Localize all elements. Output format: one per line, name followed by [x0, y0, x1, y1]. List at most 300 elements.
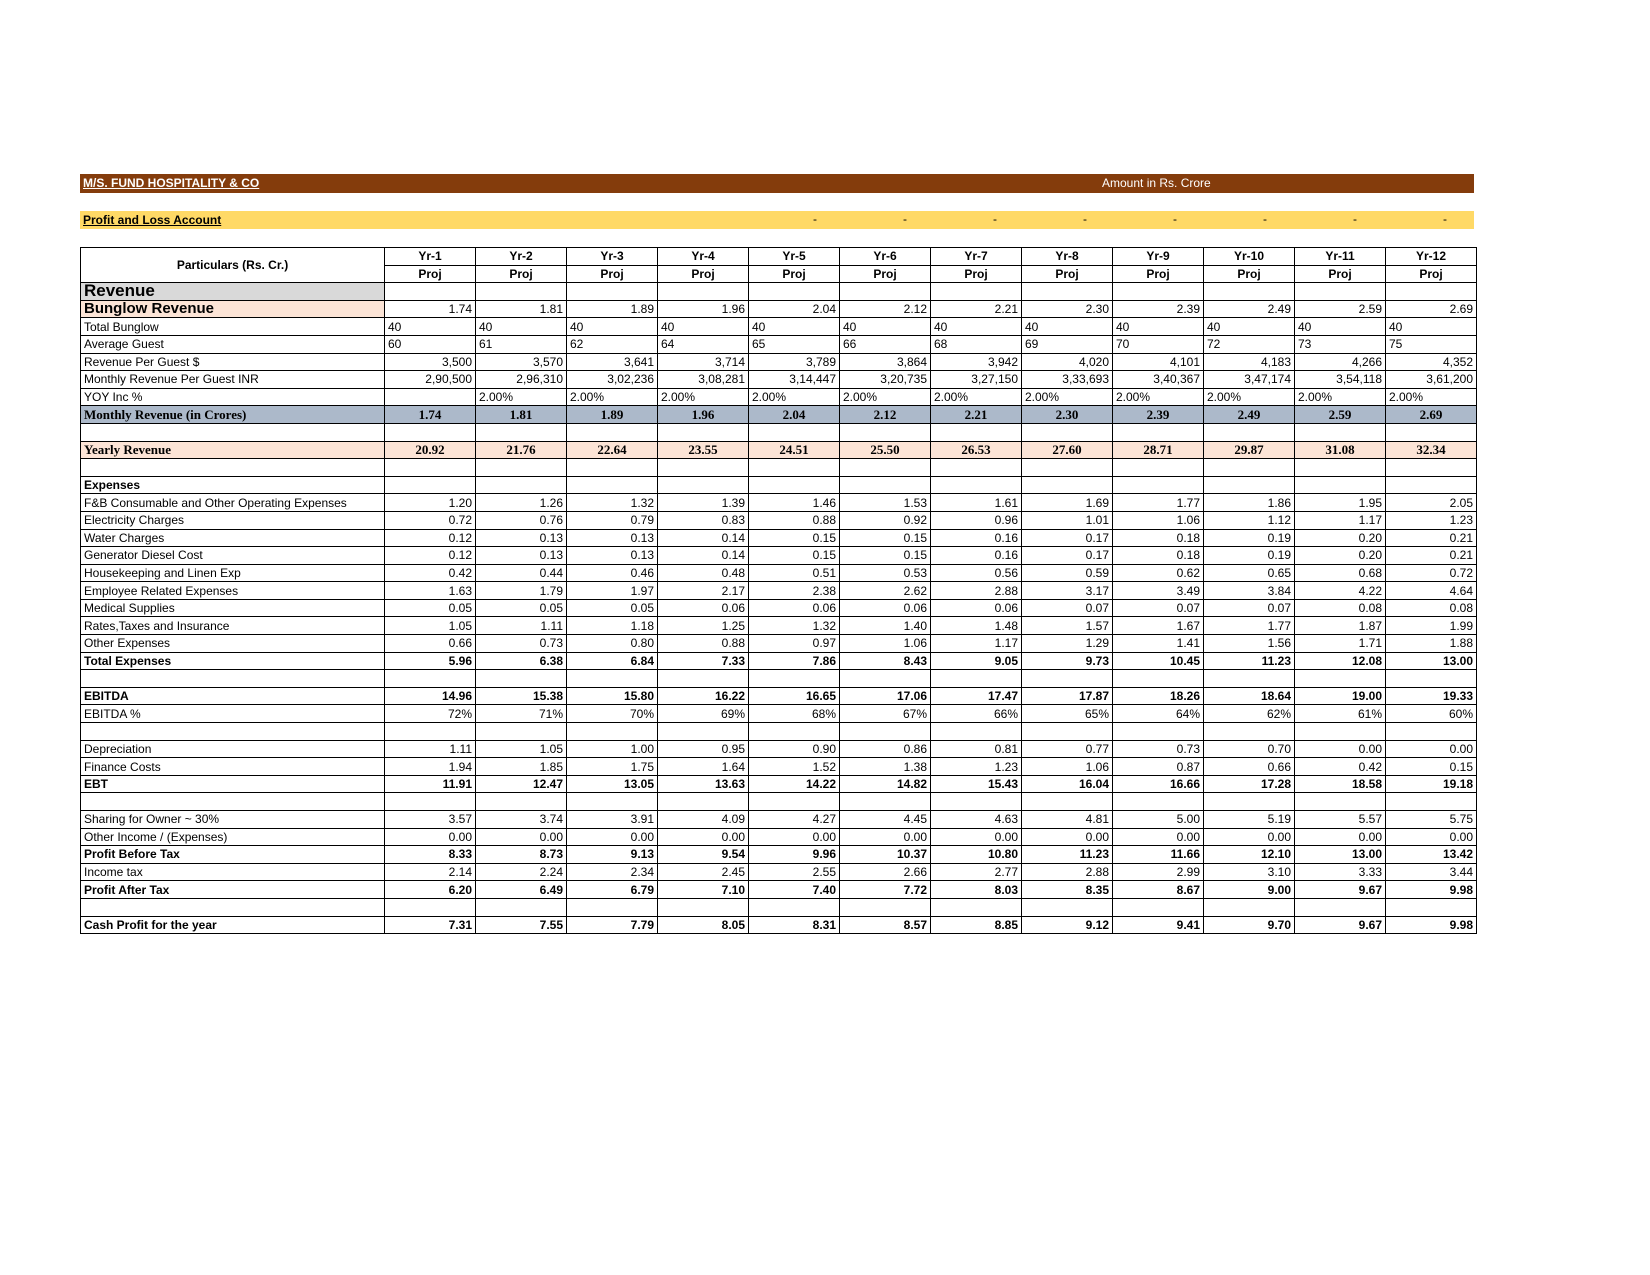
table-cell: 1.88 [1386, 635, 1477, 653]
table-cell: 0.92 [840, 511, 931, 529]
table-cell: 26.53 [931, 441, 1022, 459]
table-cell: 19.18 [1386, 775, 1477, 793]
table-cell: 0.42 [1295, 758, 1386, 776]
proj-header: Proj [1295, 265, 1386, 283]
table-cell: 61% [1295, 705, 1386, 723]
year-header: Yr-8 [1022, 248, 1113, 266]
table-cell: 8.03 [931, 881, 1022, 899]
table-cell: 13.63 [658, 775, 749, 793]
table-cell: 40 [1386, 318, 1477, 336]
table-cell: 3,27,150 [931, 371, 1022, 389]
table-cell [1295, 459, 1386, 477]
table-cell: 0.21 [1386, 547, 1477, 565]
table-cell: 2.99 [1113, 863, 1204, 881]
row-label: Finance Costs [81, 758, 385, 776]
table-cell: 0.00 [1113, 828, 1204, 846]
table-cell [658, 423, 749, 441]
table-cell [1113, 283, 1204, 301]
row-label: Monthly Revenue Per Guest INR [81, 371, 385, 389]
table-cell: 1.64 [658, 758, 749, 776]
table-row [81, 529, 1477, 547]
table-cell [749, 283, 840, 301]
table-cell [1022, 670, 1113, 688]
table-cell: 1.96 [658, 300, 749, 318]
table-cell [658, 723, 749, 741]
table-cell [385, 423, 476, 441]
table-cell: 0.42 [385, 564, 476, 582]
table-cell [1204, 670, 1295, 688]
table-cell: 2.05 [1386, 494, 1477, 512]
table-row [81, 846, 1477, 864]
table-cell: 0.00 [1295, 740, 1386, 758]
table-cell: 1.17 [1295, 511, 1386, 529]
table-cell: 11.66 [1113, 846, 1204, 864]
table-cell: 1.74 [385, 406, 476, 424]
table-cell [658, 793, 749, 811]
table-cell: 0.87 [1113, 758, 1204, 776]
row-label: Revenue [81, 283, 385, 301]
table-cell [749, 423, 840, 441]
table-cell: 0.13 [476, 529, 567, 547]
table-cell: 3.91 [567, 811, 658, 829]
table-cell: 10.45 [1113, 652, 1204, 670]
table-cell: 4.64 [1386, 582, 1477, 600]
table-cell [1204, 476, 1295, 494]
row-label: Total Expenses [81, 652, 385, 670]
table-cell: 0.79 [567, 511, 658, 529]
table-cell: 2.77 [931, 863, 1022, 881]
table-cell: 10.37 [840, 846, 931, 864]
table-cell [658, 898, 749, 916]
table-cell: 13.00 [1386, 652, 1477, 670]
row-label: EBT [81, 775, 385, 793]
row-label: Housekeeping and Linen Exp [81, 564, 385, 582]
row-label: EBITDA % [81, 705, 385, 723]
table-cell: 0.00 [1295, 828, 1386, 846]
table-row [81, 406, 1477, 424]
table-cell: 4,020 [1022, 353, 1113, 371]
table-cell: 1.75 [567, 758, 658, 776]
table-cell [476, 723, 567, 741]
row-label: Employee Related Expenses [81, 582, 385, 600]
table-cell: 40 [931, 318, 1022, 336]
table-cell: 0.70 [1204, 740, 1295, 758]
table-cell: 0.65 [1204, 564, 1295, 582]
table-cell: 2.49 [1204, 300, 1295, 318]
table-cell: 9.67 [1295, 881, 1386, 899]
table-cell: 17.47 [931, 687, 1022, 705]
table-cell: 8.05 [658, 916, 749, 934]
proj-header: Proj [840, 265, 931, 283]
table-cell: 71% [476, 705, 567, 723]
table-cell: 3,54,118 [1295, 371, 1386, 389]
proj-header: Proj [1022, 265, 1113, 283]
table-cell: 0.19 [1204, 547, 1295, 565]
table-row [81, 775, 1477, 793]
table-cell: 72% [385, 705, 476, 723]
table-cell: 13.00 [1295, 846, 1386, 864]
table-cell [1295, 723, 1386, 741]
table-cell: 9.13 [567, 846, 658, 864]
table-cell: 0.51 [749, 564, 840, 582]
table-cell: 61 [476, 335, 567, 353]
table-cell [1204, 459, 1295, 477]
table-cell: 3,02,236 [567, 371, 658, 389]
table-cell [1022, 459, 1113, 477]
table-cell: 1.29 [1022, 635, 1113, 653]
table-cell: 3.44 [1386, 863, 1477, 881]
table-cell [567, 423, 658, 441]
table-cell: 12.47 [476, 775, 567, 793]
table-cell: 20.92 [385, 441, 476, 459]
pl-band-dash: - [1083, 212, 1087, 226]
table-cell: 40 [567, 318, 658, 336]
table-cell: 0.00 [476, 828, 567, 846]
table-cell [1204, 898, 1295, 916]
table-cell [1204, 423, 1295, 441]
table-cell: 7.72 [840, 881, 931, 899]
row-label: EBITDA [81, 687, 385, 705]
table-cell: 0.48 [658, 564, 749, 582]
table-cell: 1.57 [1022, 617, 1113, 635]
table-cell: 0.62 [1113, 564, 1204, 582]
table-cell: 0.14 [658, 547, 749, 565]
year-header: Yr-1 [385, 248, 476, 266]
table-cell: 8.73 [476, 846, 567, 864]
row-label: Average Guest [81, 335, 385, 353]
table-cell: 19.00 [1295, 687, 1386, 705]
proj-header: Proj [658, 265, 749, 283]
table-cell: 7.10 [658, 881, 749, 899]
table-cell: 1.86 [1204, 494, 1295, 512]
table-cell: 7.79 [567, 916, 658, 934]
table-cell: 0.17 [1022, 547, 1113, 565]
table-cell [658, 670, 749, 688]
table-cell [1386, 723, 1477, 741]
table-cell [1022, 283, 1113, 301]
table-cell: 1.06 [1113, 511, 1204, 529]
table-cell: 0.16 [931, 529, 1022, 547]
table-cell: 11.23 [1022, 846, 1113, 864]
table-cell [567, 670, 658, 688]
table-cell: 40 [658, 318, 749, 336]
row-label: YOY Inc % [81, 388, 385, 406]
row-label: Sharing for Owner ~ 30% [81, 811, 385, 829]
table-cell [1295, 793, 1386, 811]
table-cell: 40 [1295, 318, 1386, 336]
table-cell: 0.66 [385, 635, 476, 653]
table-cell: 1.63 [385, 582, 476, 600]
table-cell: 0.00 [931, 828, 1022, 846]
company-header-band [80, 174, 1474, 193]
table-cell: 19.33 [1386, 687, 1477, 705]
table-cell: 68% [749, 705, 840, 723]
table-cell: 3,08,281 [658, 371, 749, 389]
row-label: Bunglow Revenue [81, 300, 385, 318]
table-cell: 2.04 [749, 406, 840, 424]
table-cell: 1.89 [567, 406, 658, 424]
table-row [81, 494, 1477, 512]
table-cell: 75 [1386, 335, 1477, 353]
table-cell [1022, 723, 1113, 741]
table-cell: 9.98 [1386, 916, 1477, 934]
table-cell: 4,101 [1113, 353, 1204, 371]
table-cell [1204, 793, 1295, 811]
table-cell: 2.00% [1386, 388, 1477, 406]
table-cell: 21.76 [476, 441, 567, 459]
proj-header: Proj [1386, 265, 1477, 283]
table-cell: 24.51 [749, 441, 840, 459]
table-cell: 8.35 [1022, 881, 1113, 899]
table-cell [385, 723, 476, 741]
table-cell [1386, 898, 1477, 916]
table-cell: 0.66 [1204, 758, 1295, 776]
table-cell: 2.62 [840, 582, 931, 600]
table-cell [931, 459, 1022, 477]
row-label: Income tax [81, 863, 385, 881]
table-cell: 8.31 [749, 916, 840, 934]
table-cell [567, 283, 658, 301]
pl-band-dash: - [903, 212, 907, 226]
row-label: Total Bunglow [81, 318, 385, 336]
table-row [81, 740, 1477, 758]
table-cell [1386, 423, 1477, 441]
table-cell: 66% [931, 705, 1022, 723]
table-cell: 0.12 [385, 529, 476, 547]
table-cell: 2.30 [1022, 406, 1113, 424]
table-cell: 3,641 [567, 353, 658, 371]
pl-title-band [80, 211, 1474, 229]
pl-band-dash: - [1353, 212, 1357, 226]
table-cell: 69 [1022, 335, 1113, 353]
table-cell: 1.89 [567, 300, 658, 318]
table-row [81, 916, 1477, 934]
table-cell: 8.57 [840, 916, 931, 934]
table-cell: 4.81 [1022, 811, 1113, 829]
table-cell: 2.88 [931, 582, 1022, 600]
table-cell: 1.74 [385, 300, 476, 318]
table-cell: 2.12 [840, 300, 931, 318]
table-cell: 0.96 [931, 511, 1022, 529]
row-label [81, 459, 385, 477]
year-header: Yr-6 [840, 248, 931, 266]
row-label [81, 898, 385, 916]
table-cell [840, 723, 931, 741]
table-cell [476, 670, 567, 688]
table-cell: 1.00 [567, 740, 658, 758]
row-label: Revenue Per Guest $ [81, 353, 385, 371]
table-row [81, 353, 1477, 371]
table-cell: 3,20,735 [840, 371, 931, 389]
table-cell: 2.39 [1113, 300, 1204, 318]
table-cell: 1.96 [658, 406, 749, 424]
table-cell: 1.17 [931, 635, 1022, 653]
table-cell: 0.06 [931, 599, 1022, 617]
table-cell: 10.80 [931, 846, 1022, 864]
table-cell: 2.17 [658, 582, 749, 600]
pl-title: Profit and Loss Account [83, 213, 222, 227]
table-cell: 3,570 [476, 353, 567, 371]
table-cell: 4.45 [840, 811, 931, 829]
table-cell [1386, 476, 1477, 494]
table-cell: 65% [1022, 705, 1113, 723]
table-cell: 4.63 [931, 811, 1022, 829]
table-cell: 0.07 [1204, 599, 1295, 617]
table-cell: 0.81 [931, 740, 1022, 758]
table-cell: 0.00 [840, 828, 931, 846]
table-cell [1386, 459, 1477, 477]
table-cell: 66 [840, 335, 931, 353]
table-cell: 0.19 [1204, 529, 1295, 547]
table-cell: 3.84 [1204, 582, 1295, 600]
table-cell: 4,183 [1204, 353, 1295, 371]
year-header: Yr-11 [1295, 248, 1386, 266]
table-cell: 70 [1113, 335, 1204, 353]
table-cell [1386, 793, 1477, 811]
table-cell: 1.11 [385, 740, 476, 758]
table-row [81, 300, 1477, 318]
table-cell [385, 283, 476, 301]
table-cell: 1.41 [1113, 635, 1204, 653]
row-label: Cash Profit for the year [81, 916, 385, 934]
table-cell [567, 459, 658, 477]
table-cell: 0.00 [658, 828, 749, 846]
table-cell: 9.96 [749, 846, 840, 864]
table-cell [476, 423, 567, 441]
table-row [81, 687, 1477, 705]
blank-row [81, 723, 1477, 741]
year-header: Yr-3 [567, 248, 658, 266]
table-row [81, 318, 1477, 336]
table-cell: 0.15 [1386, 758, 1477, 776]
table-cell: 2.04 [749, 300, 840, 318]
table-cell [1113, 898, 1204, 916]
table-cell: 3.57 [385, 811, 476, 829]
table-cell: 1.81 [476, 300, 567, 318]
table-cell [658, 283, 749, 301]
table-cell: 1.94 [385, 758, 476, 776]
table-cell: 9.00 [1204, 881, 1295, 899]
table-cell: 12.10 [1204, 846, 1295, 864]
table-row [81, 863, 1477, 881]
table-cell [385, 476, 476, 494]
table-cell [1113, 793, 1204, 811]
table-cell: 3,500 [385, 353, 476, 371]
table-cell [385, 459, 476, 477]
table-cell: 28.71 [1113, 441, 1204, 459]
table-cell: 14.22 [749, 775, 840, 793]
table-cell: 2.00% [658, 388, 749, 406]
table-cell: 2.00% [931, 388, 1022, 406]
table-cell: 9.73 [1022, 652, 1113, 670]
table-cell: 5.96 [385, 652, 476, 670]
table-cell: 32.34 [1386, 441, 1477, 459]
particulars-header: Particulars (Rs. Cr.) [81, 248, 385, 283]
table-cell: 0.00 [1386, 828, 1477, 846]
table-cell: 2,96,310 [476, 371, 567, 389]
table-cell: 18.58 [1295, 775, 1386, 793]
table-cell: 2.00% [1204, 388, 1295, 406]
table-cell [840, 459, 931, 477]
table-cell: 0.06 [840, 599, 931, 617]
table-cell: 27.60 [1022, 441, 1113, 459]
year-header: Yr-10 [1204, 248, 1295, 266]
table-cell: 0.16 [931, 547, 1022, 565]
table-cell: 0.05 [476, 599, 567, 617]
table-cell: 0.08 [1295, 599, 1386, 617]
table-cell: 0.73 [476, 635, 567, 653]
table-cell: 1.06 [840, 635, 931, 653]
table-cell [1113, 723, 1204, 741]
table-cell: 2.59 [1295, 406, 1386, 424]
table-cell [567, 476, 658, 494]
table-cell: 13.42 [1386, 846, 1477, 864]
table-cell: 3.17 [1022, 582, 1113, 600]
table-cell [567, 793, 658, 811]
table-cell: 1.79 [476, 582, 567, 600]
pl-band-dash: - [1443, 212, 1447, 226]
table-cell [1022, 898, 1113, 916]
year-header: Yr-9 [1113, 248, 1204, 266]
table-cell [476, 476, 567, 494]
table-cell: 8.43 [840, 652, 931, 670]
table-cell: 8.67 [1113, 881, 1204, 899]
table-row [81, 388, 1477, 406]
proj-header: Proj [385, 265, 476, 283]
table-cell: 1.61 [931, 494, 1022, 512]
table-cell: 1.48 [931, 617, 1022, 635]
table-cell: 2.38 [749, 582, 840, 600]
table-cell: 1.18 [567, 617, 658, 635]
table-cell: 9.05 [931, 652, 1022, 670]
row-label: Expenses [81, 476, 385, 494]
table-cell: 5.19 [1204, 811, 1295, 829]
table-row [81, 441, 1477, 459]
table-row [81, 811, 1477, 829]
table-cell: 0.00 [567, 828, 658, 846]
table-cell: 2.00% [749, 388, 840, 406]
year-header: Yr-12 [1386, 248, 1477, 266]
table-cell: 62 [567, 335, 658, 353]
table-cell [567, 723, 658, 741]
table-row [81, 881, 1477, 899]
table-cell: 0.20 [1295, 547, 1386, 565]
table-cell: 6.84 [567, 652, 658, 670]
table-cell: 0.15 [749, 529, 840, 547]
table-cell: 2.14 [385, 863, 476, 881]
table-cell: 1.77 [1113, 494, 1204, 512]
table-cell [1295, 670, 1386, 688]
table-cell: 0.00 [1204, 828, 1295, 846]
table-cell: 8.85 [931, 916, 1022, 934]
table-cell [385, 898, 476, 916]
table-cell: 0.15 [840, 547, 931, 565]
row-label [81, 670, 385, 688]
pl-band-dash: - [1173, 212, 1177, 226]
row-label [81, 793, 385, 811]
table-cell: 0.88 [749, 511, 840, 529]
table-cell [1113, 423, 1204, 441]
row-label: Rates,Taxes and Insurance [81, 617, 385, 635]
table-cell: 18.26 [1113, 687, 1204, 705]
table-cell: 0.56 [931, 564, 1022, 582]
table-cell: 3.74 [476, 811, 567, 829]
table-cell: 1.52 [749, 758, 840, 776]
table-cell [840, 423, 931, 441]
table-cell: 40 [749, 318, 840, 336]
table-cell: 0.46 [567, 564, 658, 582]
table-cell: 1.56 [1204, 635, 1295, 653]
